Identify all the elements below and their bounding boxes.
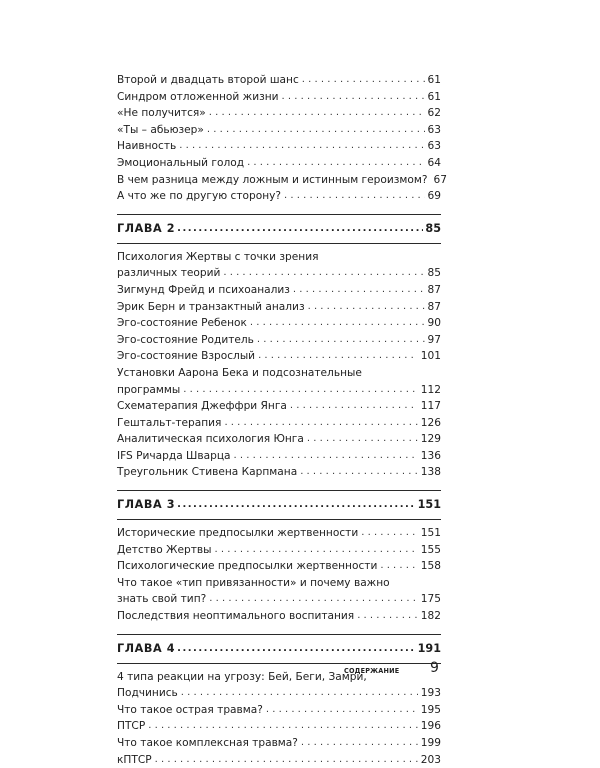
toc-entry-page: 196 bbox=[420, 720, 441, 733]
toc-entry bbox=[117, 415, 441, 432]
chapter-top-divider bbox=[117, 214, 441, 215]
dot-leader bbox=[250, 315, 425, 332]
chapter-title: ГЛАВА 3 bbox=[117, 498, 176, 512]
toc-entry-title: кПТСР bbox=[117, 753, 152, 766]
dot-leader bbox=[155, 752, 418, 768]
toc-entry-page: 155 bbox=[420, 543, 441, 556]
toc-entry-title: В чем разница между ложным и истинным героизмом? bbox=[117, 173, 428, 186]
toc-entry-title: Психологические предпосылки жертвенности bbox=[117, 560, 378, 573]
dot-leader bbox=[177, 496, 415, 513]
toc-entry-first-line: 4 типа реакции на угрозу: Бей, Беги, Замри, bbox=[117, 670, 367, 683]
toc-entry-page: 101 bbox=[420, 350, 441, 363]
toc-entry-page: 182 bbox=[420, 610, 441, 623]
toc-entry-page: 129 bbox=[420, 433, 441, 446]
toc-entry-title: Последствия неоптимального воспитания bbox=[117, 610, 355, 623]
toc-chapter-section bbox=[117, 214, 441, 481]
toc-entry bbox=[117, 188, 441, 205]
dot-leader bbox=[177, 220, 423, 237]
toc-entry-first-line: Установки Аарона Бека и подсознательные bbox=[117, 366, 362, 379]
toc-entry-page: 69 bbox=[427, 190, 441, 203]
toc-entry-first-line: Что такое «тип привязанности» и почему важно bbox=[117, 576, 390, 589]
toc-entry-page: 87 bbox=[427, 300, 441, 313]
toc-entry bbox=[117, 382, 441, 399]
toc-intro-section bbox=[117, 72, 447, 205]
dot-leader bbox=[307, 431, 418, 448]
toc-entry-title: «Ты – абьюзер» bbox=[117, 123, 204, 136]
dot-leader bbox=[284, 188, 424, 205]
toc-entry-page: 97 bbox=[427, 333, 441, 346]
chapter-divider bbox=[117, 519, 441, 520]
dot-leader bbox=[148, 718, 418, 735]
toc-entry-title: Синдром отложенной жизни bbox=[117, 90, 279, 103]
toc-entry-title: Эго-состояние Взрослый bbox=[117, 350, 256, 363]
toc-entry bbox=[117, 299, 441, 316]
toc-entry-title: Второй и двадцать второй шанс bbox=[117, 74, 299, 86]
toc-entry-title: знать свой тип? bbox=[117, 593, 207, 606]
toc-entry bbox=[117, 702, 441, 719]
toc-entry bbox=[117, 608, 441, 625]
dot-leader bbox=[207, 122, 425, 139]
toc-entry bbox=[117, 72, 441, 89]
dot-leader bbox=[181, 685, 418, 702]
toc-entry-page: 151 bbox=[420, 527, 441, 540]
toc-entry-page: 193 bbox=[420, 687, 441, 700]
chapter-top-divider bbox=[117, 634, 441, 635]
dot-leader bbox=[257, 332, 425, 349]
dot-leader bbox=[224, 415, 417, 432]
toc-entry-page: 63 bbox=[427, 123, 441, 136]
toc-entry-page: 158 bbox=[420, 560, 441, 573]
toc-entry-title: Эрик Берн и транзактный анализ bbox=[117, 300, 305, 313]
toc-entry bbox=[117, 89, 441, 106]
toc-entry bbox=[117, 735, 441, 752]
dot-leader bbox=[361, 525, 418, 542]
dot-leader bbox=[282, 89, 425, 106]
dot-leader bbox=[223, 265, 424, 282]
toc-entry-first-line: Психология Жертвы с точки зрения bbox=[117, 250, 319, 263]
toc-entry bbox=[117, 398, 441, 415]
toc-entry-page: 63 bbox=[427, 140, 441, 153]
toc-entry bbox=[117, 542, 441, 559]
toc-entry-title: Аналитическая психология Юнга bbox=[117, 433, 304, 446]
toc-entry bbox=[117, 558, 441, 575]
toc-entry bbox=[117, 431, 441, 448]
toc-entry bbox=[117, 315, 441, 332]
toc-entry bbox=[117, 172, 447, 189]
dot-leader bbox=[302, 72, 425, 89]
toc-entry-page: 199 bbox=[420, 737, 441, 749]
toc-entry-page: 61 bbox=[427, 90, 441, 103]
toc-entry-title: Что такое острая травма? bbox=[117, 703, 263, 716]
toc-entry-page: 112 bbox=[420, 383, 441, 396]
toc-entry bbox=[117, 448, 441, 465]
chapter-title: ГЛАВА 4 bbox=[117, 641, 176, 655]
toc-entry bbox=[117, 525, 441, 542]
toc-entry bbox=[117, 752, 441, 768]
chapter-page: 191 bbox=[417, 641, 441, 655]
toc-entry-title: Зигмунд Фрейд и психоанализ bbox=[117, 283, 290, 296]
toc-entry-page: 90 bbox=[427, 317, 441, 330]
toc-entry-title: IFS Ричарда Шварца bbox=[117, 449, 231, 462]
toc-entry-page: 67 bbox=[433, 173, 447, 186]
toc-entry-title: Исторические предпосылки жертвенности bbox=[117, 527, 359, 540]
chapter-title: ГЛАВА 2 bbox=[117, 221, 176, 235]
toc-entry-title: Подчинись bbox=[117, 687, 178, 700]
toc-entry-page: 85 bbox=[427, 267, 441, 280]
toc-entry bbox=[117, 332, 441, 349]
dot-leader bbox=[177, 640, 415, 657]
toc-entry bbox=[117, 591, 441, 608]
dot-leader bbox=[357, 608, 418, 625]
dot-leader bbox=[247, 155, 424, 172]
toc-entry-title: ПТСР bbox=[117, 720, 146, 733]
toc-entry bbox=[117, 138, 441, 155]
toc-entry-page: 87 bbox=[427, 283, 441, 296]
toc-entry bbox=[117, 348, 441, 365]
toc-chapter-section bbox=[117, 490, 441, 625]
chapter-heading bbox=[117, 640, 441, 657]
toc-entry-page: 175 bbox=[420, 593, 441, 606]
toc-entry bbox=[117, 464, 441, 481]
toc-entry-title: программы bbox=[117, 383, 181, 396]
toc-entry-title: Эго-состояние Ребенок bbox=[117, 317, 247, 330]
chapter-divider bbox=[117, 243, 441, 244]
toc-entry-page: 136 bbox=[420, 449, 441, 462]
toc-entry-title: «Не получится» bbox=[117, 107, 206, 120]
dot-leader bbox=[290, 398, 418, 415]
toc-entry-title: А что же по другую сторону? bbox=[117, 190, 282, 203]
toc-entry bbox=[117, 265, 441, 282]
dot-leader bbox=[293, 282, 425, 299]
running-footer-label: СОДЕРЖАНИЕ bbox=[344, 666, 400, 675]
chapter-heading bbox=[117, 496, 441, 513]
toc-entry-page: 62 bbox=[427, 107, 441, 120]
dot-leader bbox=[234, 448, 418, 465]
table-of-contents bbox=[117, 72, 447, 768]
dot-leader bbox=[209, 591, 418, 608]
toc-entry-title: Схематерапия Джеффри Янга bbox=[117, 400, 287, 413]
toc-entry-title: Гештальт-терапия bbox=[117, 416, 222, 429]
toc-entry-title: Детство Жертвы bbox=[117, 543, 212, 556]
toc-entry bbox=[117, 105, 441, 122]
toc-entry-page: 117 bbox=[420, 400, 441, 413]
dot-leader bbox=[183, 382, 418, 399]
toc-entry-title: Эго-состояние Родитель bbox=[117, 333, 254, 346]
toc-entry-page: 203 bbox=[420, 753, 441, 766]
toc-entry bbox=[117, 685, 441, 702]
toc-entry-title: Треугольник Стивена Карпмана bbox=[117, 466, 298, 479]
toc-entry bbox=[117, 718, 441, 735]
chapter-heading bbox=[117, 220, 441, 237]
toc-entry bbox=[117, 282, 441, 299]
toc-entry-title: Наивность bbox=[117, 140, 177, 153]
toc-entry-page: 138 bbox=[420, 466, 441, 479]
dot-leader bbox=[215, 542, 418, 559]
dot-leader bbox=[209, 105, 425, 122]
dot-leader bbox=[301, 735, 418, 752]
toc-entry-title: Эмоциональный голод bbox=[117, 156, 245, 169]
toc-entry-page: 64 bbox=[427, 156, 441, 169]
dot-leader bbox=[258, 348, 418, 365]
dot-leader bbox=[266, 702, 418, 719]
toc-entry bbox=[117, 122, 441, 139]
toc-chapter-section bbox=[117, 634, 441, 768]
page-number: 9 bbox=[430, 660, 439, 676]
dot-leader bbox=[179, 138, 424, 155]
dot-leader bbox=[380, 558, 417, 575]
toc-entry-page: 61 bbox=[427, 74, 441, 86]
chapter-page: 151 bbox=[417, 498, 441, 512]
dot-leader bbox=[300, 464, 418, 481]
toc-entry bbox=[117, 155, 441, 172]
toc-entry-page: 126 bbox=[420, 416, 441, 429]
toc-entry-title: различных теорий bbox=[117, 267, 221, 280]
chapter-divider bbox=[117, 663, 441, 664]
toc-entry-page: 195 bbox=[420, 703, 441, 716]
toc-entry-title: Что такое комплексная травма? bbox=[117, 737, 298, 749]
chapter-top-divider bbox=[117, 490, 441, 491]
dot-leader bbox=[308, 299, 425, 316]
chapter-page: 85 bbox=[425, 221, 441, 235]
